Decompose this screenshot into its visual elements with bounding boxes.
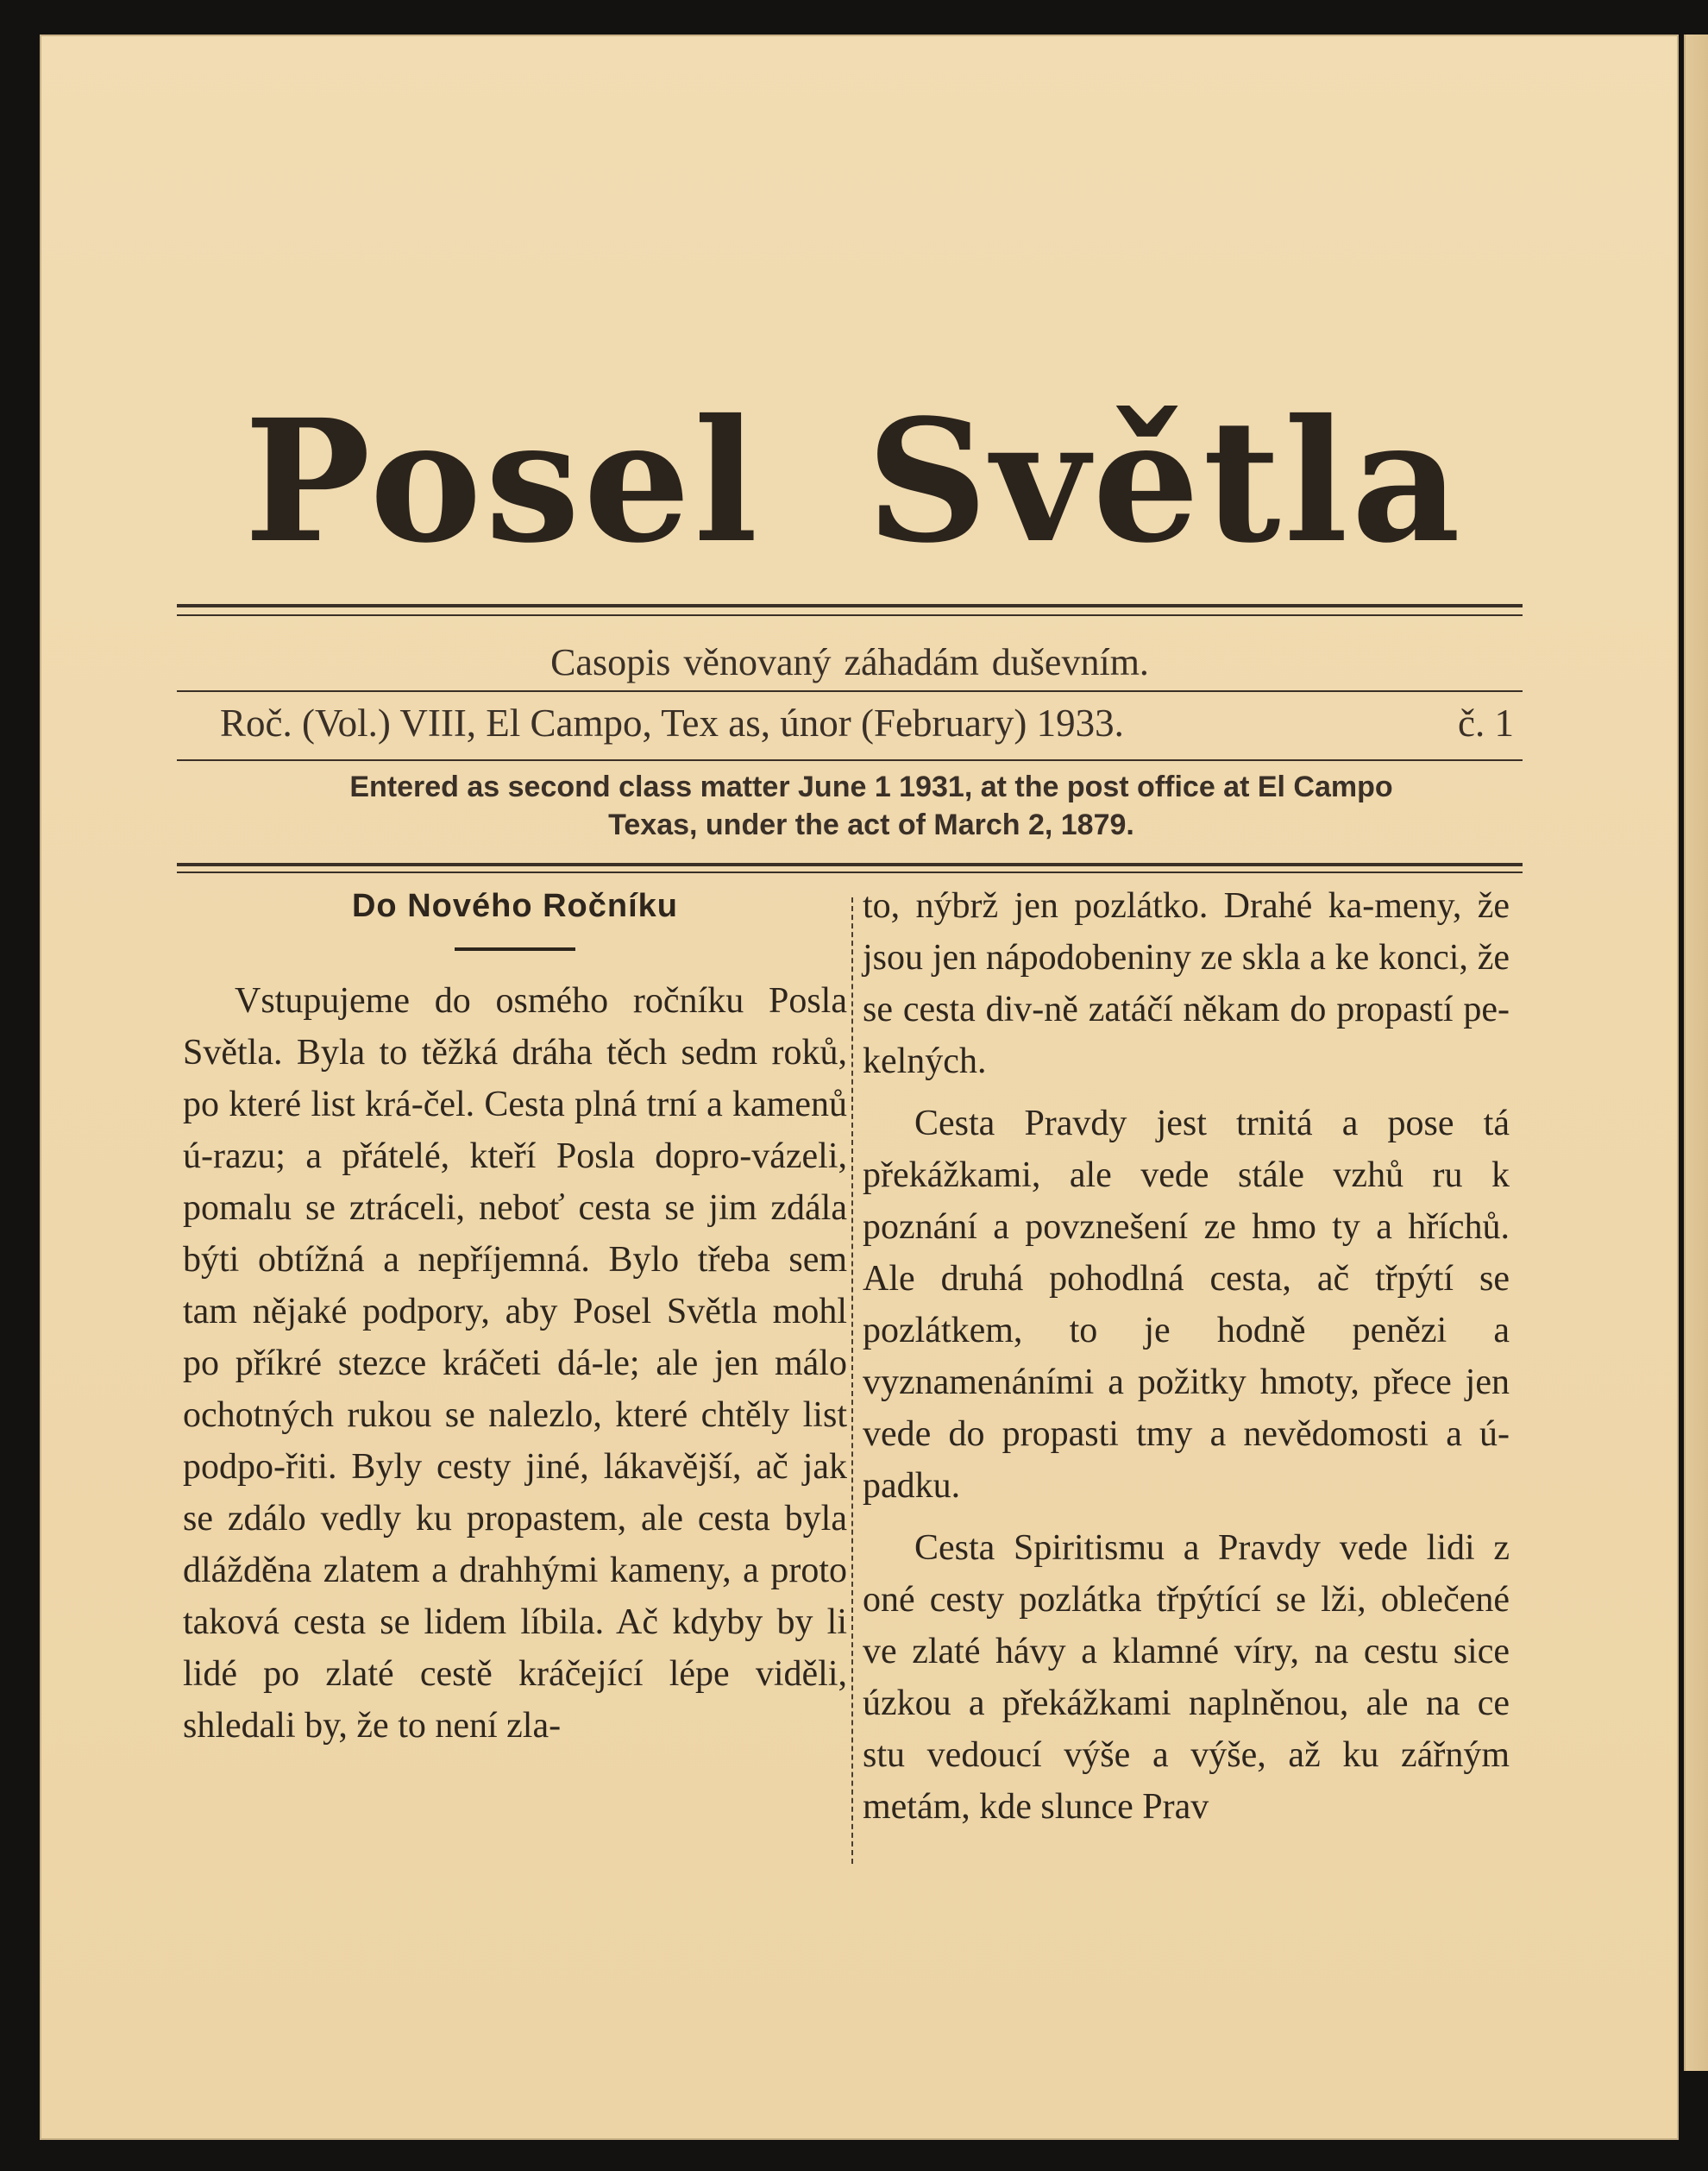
masthead-rule-top: [177, 604, 1523, 607]
article-title: Do Nového Ročníku: [351, 888, 679, 924]
header-rule-bottom: [177, 863, 1523, 866]
article-right-column: [863, 880, 1510, 1833]
masthead-subtitle: Casopis věnovaný záhadám duševním.: [550, 641, 1149, 683]
header-rule-bottom-thin: [177, 872, 1523, 873]
subtitle-rule: [177, 690, 1523, 692]
page-edge-stack: [1684, 35, 1708, 2071]
article-paragraph: to, nýbrž jen pozlátko. Drahé ka-meny, že jsou jen nápodobeniny ze skla a ke konci, že se cesta div-ně zatáčí někam do propastí pe-kelných.: [863, 886, 1510, 1081]
volume-rule: [177, 759, 1523, 761]
article-paragraph: Vstupujeme do osmého ročníku Posla Světla. Byla to těžká dráha těch sedm roků, po které list krá-čel. Cesta plná trní a kamenů ú-razu; a přátelé, kteří Posla dopro-vázeli, pomalu se ztráceli, neboť cesta se jim zdála býti obtížná a nepříjemná. Bylo třeba sem tam nějaké podpory, aby Posel Světla mohl po příkré stezce kráčeti dá-le; ale jen málo ochotných rukou se nalezlo, které chtěly list podpo-řiti. Byly cesty jiné, lákavější, ač jak se zdálo vedly ku propastem, ale cesta byla dlážděna zlatem a drahhými kameny, a proto taková cesta se lidem líbila. Ač kdyby by li lidé po zlaté cestě kráčející lépe viděli, shledali by, že to není zla-: [183, 981, 847, 1746]
article-title-rule: [455, 947, 575, 951]
masthead-title: Posel Světla: [244, 382, 1464, 580]
masthead-rule-top-thin: [177, 614, 1523, 616]
postal-notice-line2: Texas, under the act of March 2, 1879.: [608, 809, 1134, 842]
article-paragraph: Cesta Pravdy jest trnitá a pose tá překážkami, ale vede stále vzhů ru k poznání a povznešení ze hmo ty a hříchů. Ale druhá pohodlná cesta, ač třpýtí se pozlátkem, to je hodně penězi a vyznamenáními a požitky hmoty, přece jen vede do propasti tmy a nevědomosti a ú-padku.: [863, 1104, 1510, 1506]
article-left-column: [183, 880, 847, 1752]
postal-notice-line1: Entered as second class matter June 1 1931, at the post office at El Campo: [349, 771, 1393, 803]
volume-info: Roč. (Vol.) VIII, El Campo, Tex as, únor (February) 1933.: [220, 702, 1124, 745]
column-divider: [851, 897, 853, 1864]
issue-number: č. 1: [1458, 702, 1514, 745]
postal-notice: [216, 768, 1527, 844]
volume-line: [220, 701, 1514, 746]
article-paragraph: Cesta Spiritismu a Pravdy vede lidi z oné cesty pozlátka třpýtící se lži, oblečené ve zlaté hávy a klamné víry, na cestu sice úzkou a překážkami naplněnou, ale na ce stu vedoucí výše a výše, až ku zářným metám, kde slunce Prav: [863, 1528, 1510, 1827]
